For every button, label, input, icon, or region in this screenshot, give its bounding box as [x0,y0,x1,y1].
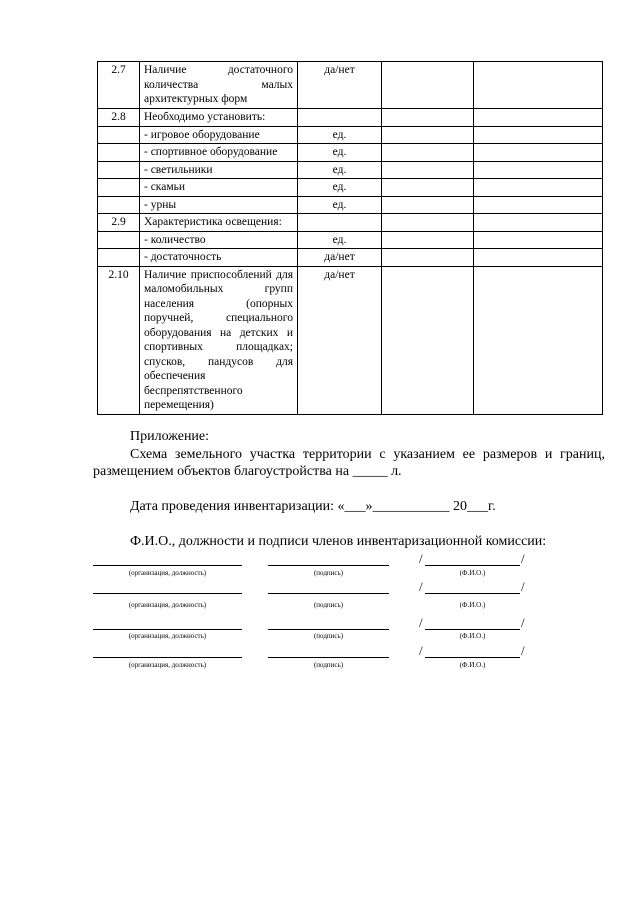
fio-line[interactable] [425,565,520,566]
value-cell[interactable] [382,126,474,144]
item-unit: да/нет [298,62,382,109]
item-description: - урны [140,196,298,214]
fio-caption: (Ф.И.О.) [459,569,486,577]
item-number [98,179,140,197]
item-description: Необходимо установить: [140,109,298,127]
fio-close-slash: / [521,615,525,630]
item-description: - количество [140,231,298,249]
org-caption: (организация, должность) [128,661,207,669]
fio-close-slash: / [521,643,525,658]
item-number: 2.8 [98,109,140,127]
item-number [98,196,140,214]
table-row [98,179,603,197]
item-number [98,144,140,162]
fio-line[interactable] [425,629,520,630]
signature-line[interactable] [268,565,389,566]
item-description: Наличие приспособлений для маломобильных групп населения (опорных поручней, специального оборудования на детских и спортивных площадках; спусков, пандусов для обеспечения беспрепятственного перемещения) [140,266,298,414]
note-cell[interactable] [474,196,603,214]
value-cell[interactable] [382,62,474,109]
value-cell[interactable] [382,266,474,414]
table-row [98,249,603,267]
note-cell[interactable] [474,126,603,144]
table-row [98,144,603,162]
org-caption: (организация, должность) [128,601,207,609]
item-number: 2.10 [98,266,140,414]
table-row [98,62,603,109]
fio-open-slash: / [419,579,423,594]
item-number [98,126,140,144]
item-unit: ед. [298,144,382,162]
fio-open-slash: / [419,615,423,630]
item-number: 2.9 [98,214,140,232]
value-cell[interactable] [382,214,474,232]
note-cell[interactable] [474,266,603,414]
value-cell[interactable] [382,144,474,162]
table-row [98,214,603,232]
signature-caption: (подпись) [313,601,344,609]
org-caption: (организация, должность) [128,569,207,577]
item-unit [298,214,382,232]
fio-close-slash: / [521,579,525,594]
value-cell[interactable] [382,249,474,267]
item-unit: ед. [298,126,382,144]
item-unit: ед. [298,231,382,249]
item-description: Характеристика освещения: [140,214,298,232]
note-cell[interactable] [474,231,603,249]
item-unit: ед. [298,179,382,197]
item-number [98,249,140,267]
item-description: Наличие достаточного количества малых архитектурных форм [140,62,298,109]
commission-heading: Ф.И.О., должности и подписи членов инвентаризационной комиссии: [130,534,547,549]
fio-line[interactable] [425,593,520,594]
appendix-title: Приложение: [130,429,210,444]
item-number: 2.7 [98,62,140,109]
note-cell[interactable] [474,249,603,267]
org-line[interactable] [93,657,242,658]
fio-open-slash: / [419,643,423,658]
signature-line[interactable] [268,629,389,630]
table-row [98,266,603,414]
value-cell[interactable] [382,196,474,214]
value-cell[interactable] [382,179,474,197]
appendix-scheme-text: Схема земельного участка территории с указанием ее размеров и границ, размещением объектов благоустройства на _____ л. [93,447,605,479]
table-row [98,126,603,144]
table-row [98,161,603,179]
org-caption: (организация, должность) [128,632,207,640]
signature-caption: (подпись) [313,661,344,669]
signature-line[interactable] [268,657,389,658]
value-cell[interactable] [382,161,474,179]
item-number [98,231,140,249]
item-unit [298,109,382,127]
fio-caption: (Ф.И.О.) [459,632,486,640]
fio-line[interactable] [425,657,520,658]
org-line[interactable] [93,565,242,566]
note-cell[interactable] [474,62,603,109]
item-unit: ед. [298,161,382,179]
item-unit: да/нет [298,249,382,267]
signature-line[interactable] [268,593,389,594]
note-cell[interactable] [474,214,603,232]
note-cell[interactable] [474,179,603,197]
item-description: - светильники [140,161,298,179]
org-line[interactable] [93,629,242,630]
inventory-table [97,61,603,415]
item-unit: ед. [298,196,382,214]
table-row [98,231,603,249]
signature-caption: (подпись) [313,632,344,640]
note-cell[interactable] [474,144,603,162]
org-line[interactable] [93,593,242,594]
note-cell[interactable] [474,109,603,127]
item-number [98,161,140,179]
item-unit: да/нет [298,266,382,414]
value-cell[interactable] [382,109,474,127]
table-row [98,196,603,214]
item-description: - спортивное оборудование [140,144,298,162]
signature-caption: (подпись) [313,569,344,577]
item-description: - скамьи [140,179,298,197]
fio-open-slash: / [419,551,423,566]
value-cell[interactable] [382,231,474,249]
inventory-date-line: Дата проведения инвентаризации: «___»___________ 20___г. [130,499,496,514]
table-row [98,109,603,127]
fio-caption: (Ф.И.О.) [459,661,486,669]
fio-close-slash: / [521,551,525,566]
note-cell[interactable] [474,161,603,179]
fio-caption: (Ф.И.О.) [459,601,486,609]
item-description: - игровое оборудование [140,126,298,144]
item-description: - достаточность [140,249,298,267]
